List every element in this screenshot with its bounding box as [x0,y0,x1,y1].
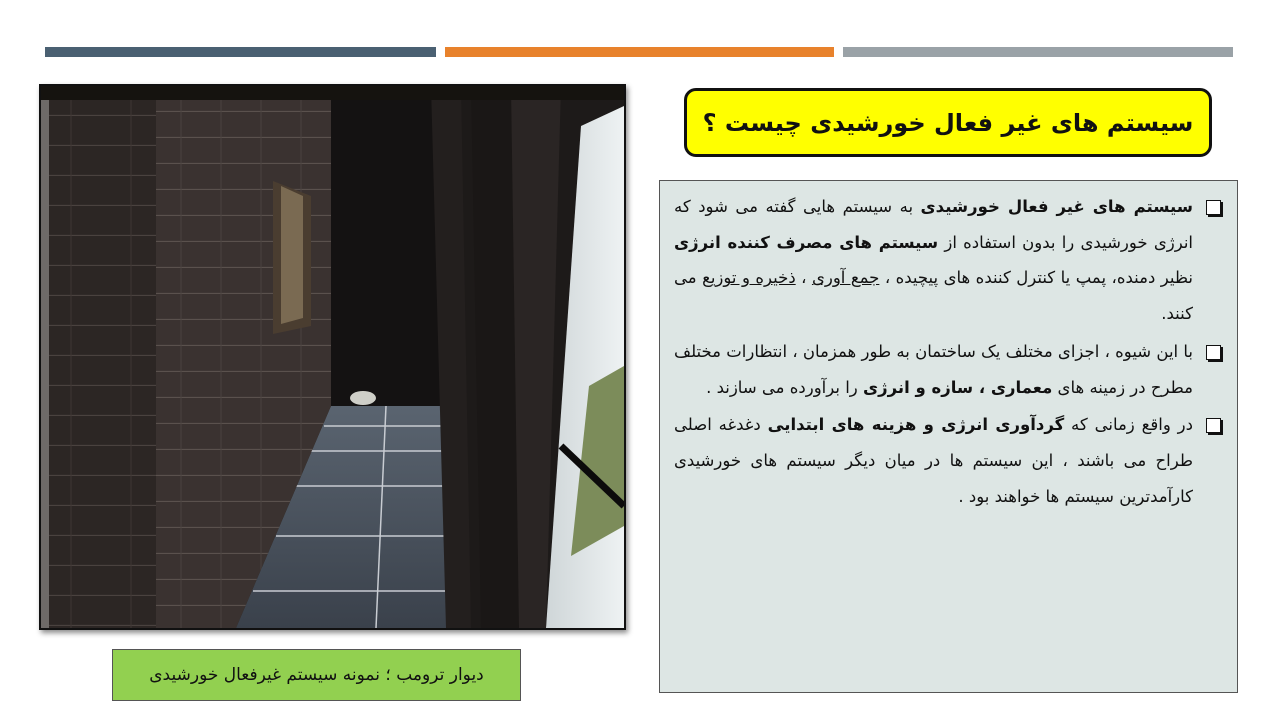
p3-text: در واقع زمانی که [1064,415,1193,435]
paragraph-1 [674,189,1223,332]
header-bar-blue [45,47,436,57]
p1-bold-term: سیستم های غیر فعال خورشیدی [920,197,1193,216]
trombe-wall-photo [39,84,626,630]
p1-bold-systems: سیستم های مصرف کننده انرژی [674,232,939,252]
p3-end: دغدغه اصلی طراح می باشند ، این سیستم ها در میان دیگر سیستم های خورشیدی کارآمدترین سیستم ها خواهند بود . [674,415,1193,506]
p1-underline-store: ذخیره و توزیع [702,268,796,288]
checkbox-bullet-icon [1206,200,1221,215]
slide-title: سیستم های غیر فعال خورشیدی چیست ؟ [684,88,1212,157]
p1-text: به سیستم هایی گفته می شود که انرژی خورشیدی را بدون استفاده از [674,197,1193,252]
p1-underline-collect: جمع آوری [811,268,880,288]
paragraph-2 [674,334,1223,405]
paragraph-3 [674,407,1223,514]
checkbox-bullet-icon [1206,345,1221,360]
photo-caption: دیوار ترومب ؛ نمونه سیستم غیرفعال خورشیدی [112,649,521,701]
content-box [659,180,1238,693]
header-bar-gray [843,47,1233,57]
p1-sep: ، [795,268,812,288]
header-bar-orange [445,47,834,57]
checkbox-bullet-icon [1206,418,1221,433]
p1-text-2: نظیر دمنده، پمپ یا کنترل کننده های پیچیده ، [879,268,1193,288]
p2-end: را برآورده می سازند . [706,377,863,397]
p2-text: با این شیوه ، اجزای مختلف یک ساختمان به طور همزمان ، انتظارات مختلف مطرح در زمینه های [674,341,1193,397]
p1-end: می کنند. [674,268,1193,324]
p3-bold: گردآوری انرژی و هزینه های ابتدایی [767,415,1065,435]
p2-bold: معماری ، سازه و انرژی [863,377,1053,397]
